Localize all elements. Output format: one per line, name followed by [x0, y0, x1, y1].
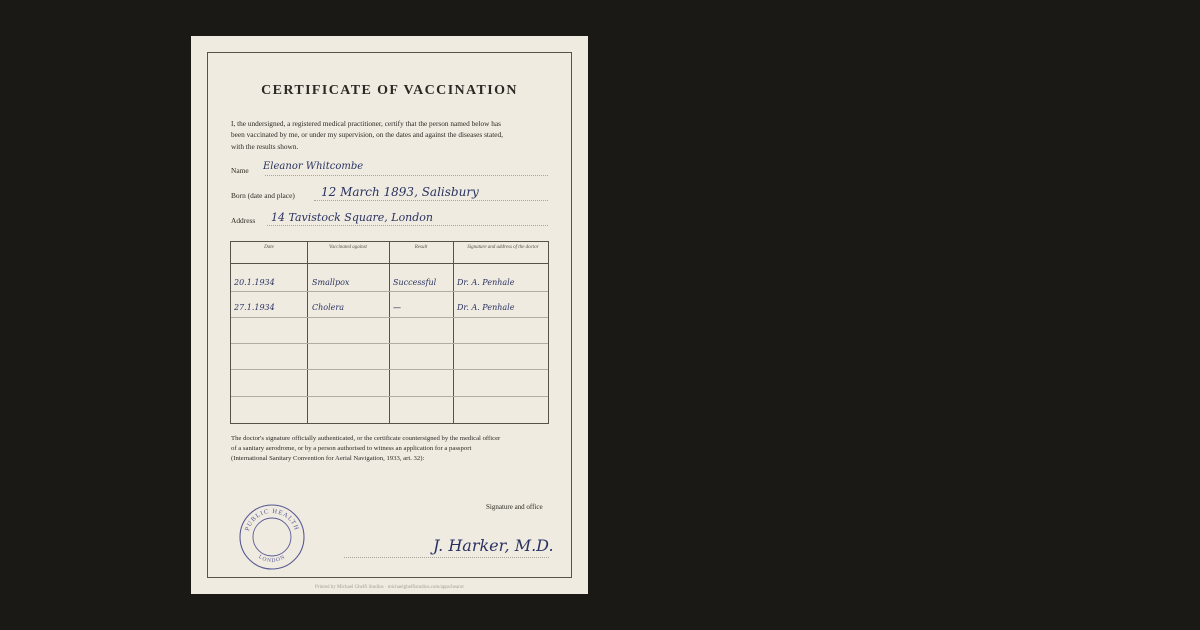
address-value: 14 Tavistock Square, London	[271, 211, 434, 224]
row-divider	[231, 396, 548, 397]
stamp-bottom-text: LONDON	[257, 553, 287, 565]
certificate-title: CERTIFICATE OF VACCINATION	[261, 83, 518, 98]
row-2-result: —	[393, 303, 401, 312]
name-label: Name	[231, 166, 249, 175]
row-divider	[231, 343, 548, 344]
printer-credit: Printed by Michael Ghelfi Studios · michaelghelfistudios.com/apps/hearor	[315, 585, 464, 590]
row-1-signature: Dr. A. Penhale	[457, 278, 515, 287]
row-1-date: 20.1.1934	[234, 278, 275, 287]
address-label: Address	[231, 216, 256, 225]
authentication-paragraph: The doctor's signature officially authenticated, or the certificate countersigned by the medical officer of a sanitary aerodrome, or by a person authorised to witness an application for a passport (International Sanitary Convention for Aerial Navigation, 1933, art. 32):	[231, 435, 501, 462]
public-health-stamp	[239, 504, 305, 570]
row-divider	[231, 317, 548, 318]
signature-label: Signature and office	[486, 503, 543, 511]
signature-line	[344, 557, 549, 558]
vaccination-table	[230, 241, 549, 424]
row-divider	[231, 369, 548, 370]
row-1-against: Smallpox	[312, 278, 350, 287]
header-signature: Signature and address of the doctor	[467, 245, 539, 250]
address-line	[267, 225, 548, 226]
certificate-sheet	[191, 36, 588, 594]
born-line	[314, 200, 548, 201]
row-divider	[231, 291, 548, 292]
row-2-date: 27.1.1934	[234, 303, 275, 312]
header-vaccinated-against: Vaccinated against	[329, 245, 367, 250]
header-result: Result	[414, 245, 428, 250]
intro-paragraph: I, the undersigned, a registered medical practitioner, certify that the person named below has been vaccinated by me, or under my supervision, on the dates and against the diseases stated, with the results shown.	[231, 119, 503, 151]
row-2-signature: Dr. A. Penhale	[457, 303, 515, 312]
header-date: Date	[264, 245, 274, 250]
header-divider	[231, 263, 548, 264]
svg-text:LONDON	[257, 554, 286, 564]
born-value: 12 March 1893, Salisbury	[321, 185, 479, 199]
row-1-result: Successful	[393, 278, 437, 287]
name-line	[265, 175, 548, 176]
born-label: Born (date and place)	[231, 191, 295, 200]
signature: J. Harker, M.D.	[433, 536, 554, 555]
name-value: Eleanor Whitcombe	[263, 161, 364, 172]
stamp-top-text: PUBLIC HEALTH	[243, 507, 301, 532]
row-2-against: Cholera	[312, 303, 344, 312]
